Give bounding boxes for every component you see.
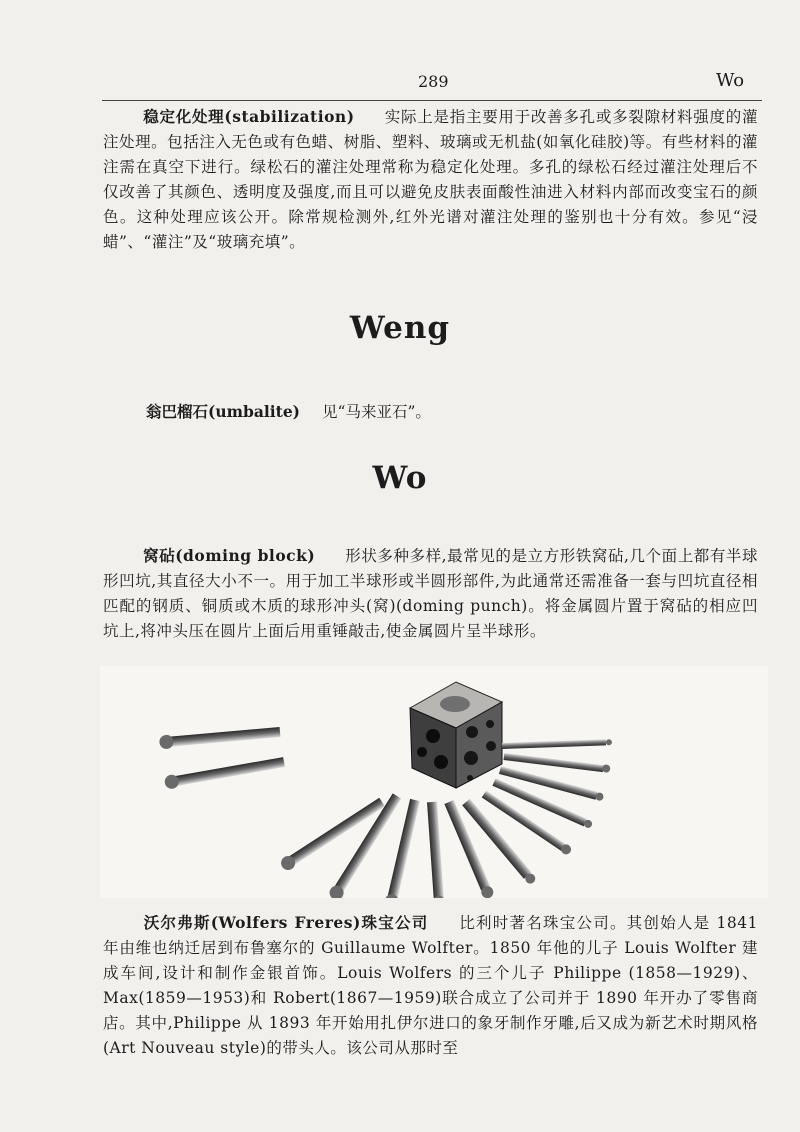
entry-body: 见“马来亚石”。: [322, 403, 431, 421]
page-number: 289: [418, 72, 449, 91]
entry-doming-block: [103, 543, 758, 644]
entry-body: 实际上是指主要用于改善多孔或多裂隙材料强度的灌注处理。包括注入无色或有色蜡、树脂、塑料、玻璃或无机盐(如氧化硅胶)等。有些材料的灌注需在真空下进行。绿松石的灌注处理常称为稳定化处理。多孔的绿松石经过灌注处理后不仅改善了其颜色、透明度及强度,而且可以避免皮肤表面酸性油进入材料内部而改变宝石的颜色。这种处理应该公开。除常规检测外,红外光谱对灌注处理的鉴别也十分有效。参见“浸蜡”、“灌注”及“玻璃充填”。: [103, 108, 758, 251]
entry-stabilization: [103, 104, 758, 255]
section-heading-weng: Weng: [349, 310, 451, 346]
section-heading-wo: Wo: [372, 460, 428, 496]
doming-block-cube: [410, 682, 502, 788]
entry-body: 形状多种多样,最常见的是立方形铁窝砧,几个面上都有半球形凹坑,其直径大小不一。用于加工半球形或半圆形部件,为此通常还需准备一套与凹坑直径相匹配的钢质、铜质或木质的球形冲头(窝)(doming punch)。将金属圆片置于窝砧的相应凹坑上,将冲头压在圆片上面后用重锤敲击,使金属圆片呈半球形。: [103, 547, 758, 640]
entry-term: 稳定化处理(stabilization): [143, 107, 355, 126]
entry-body: 比利时著名珠宝公司。其创始人是 1841 年由维也纳迁居到布鲁塞尔的 Guillaume Wolfter。1850 年他的儿子 Louis Wolfter 建成车间,设计和制作金银首饰。Louis Wolfers 的三个儿子 Philippe (1858—1929)、Max(1859—1953)和 Robert(1867—1959)联合成立了公司并于 1890 年开办了零售商店。其中,Philippe 从 1893 年开始用扎伊尔进口的象牙制作牙雕,后又成为新艺术时期风格(Art Nouveau style)的带头人。该公司从那时至: [103, 914, 759, 1057]
running-head: Wo: [716, 70, 745, 91]
entry-term: 沃尔弗斯(Wolfers Freres)珠宝公司: [143, 913, 429, 932]
entry-term: 窝砧(doming block): [143, 546, 316, 565]
doming-block-illustration: [100, 666, 768, 898]
doming-block-photo: [100, 666, 768, 898]
entry-wolfers: [103, 910, 758, 1061]
header-rule: [102, 100, 762, 101]
entry-umbalite: [146, 400, 431, 422]
doming-punch-set: [159, 725, 612, 898]
entry-term: 翁巴榴石(umbalite): [146, 402, 301, 421]
